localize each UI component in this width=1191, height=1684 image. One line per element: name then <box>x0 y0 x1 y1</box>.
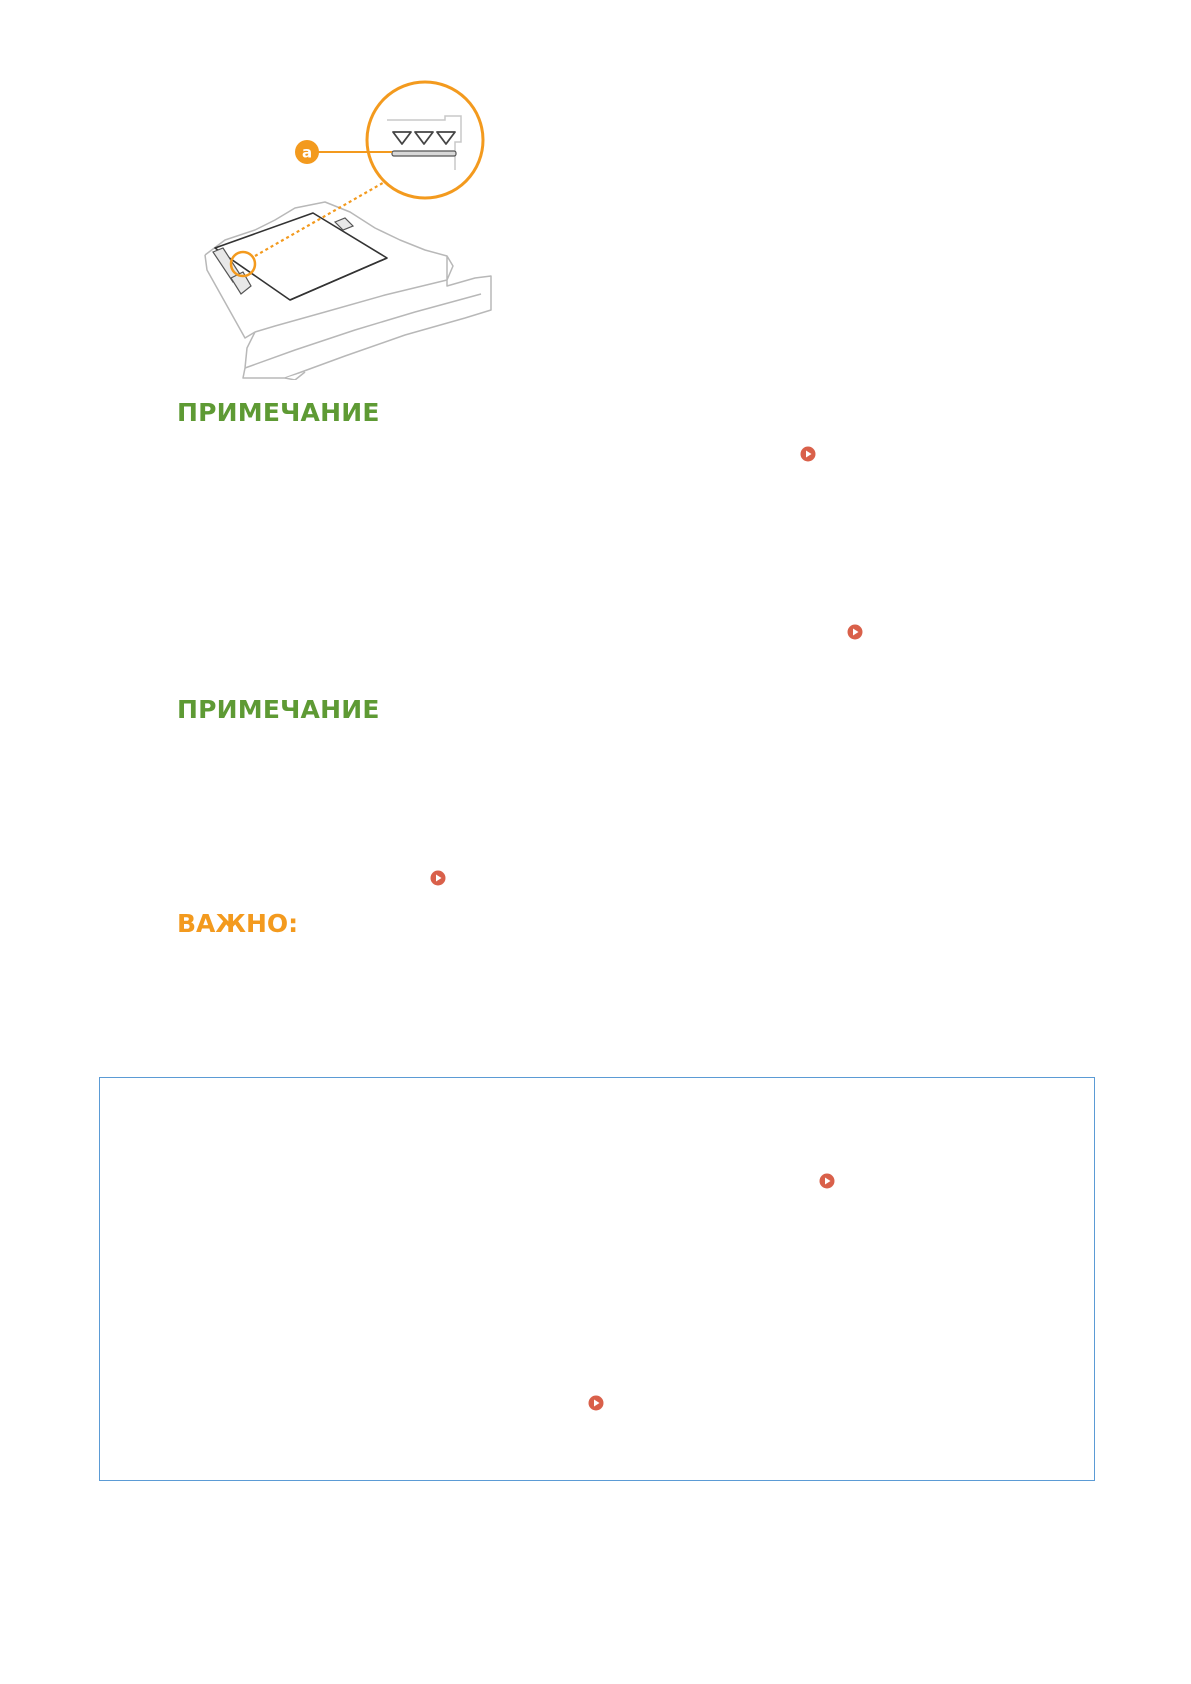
callout-label: a <box>301 143 313 162</box>
important-heading: ВАЖНО: <box>177 909 299 938</box>
note-heading: ПРИМЕЧАНИЕ <box>177 695 380 724</box>
play-circle-icon[interactable] <box>430 870 446 886</box>
play-circle-icon[interactable] <box>819 1173 835 1189</box>
paper-limit-marks-icon <box>393 132 455 144</box>
play-circle-icon[interactable] <box>800 446 816 462</box>
note-heading: ПРИМЕЧАНИЕ <box>177 398 380 427</box>
info-box <box>99 1077 1095 1481</box>
play-circle-icon[interactable] <box>847 624 863 640</box>
paper-drawer <box>205 202 491 380</box>
magnified-view <box>367 82 483 198</box>
paper-drawer-illustration <box>185 80 515 380</box>
play-circle-icon[interactable] <box>588 1395 604 1411</box>
